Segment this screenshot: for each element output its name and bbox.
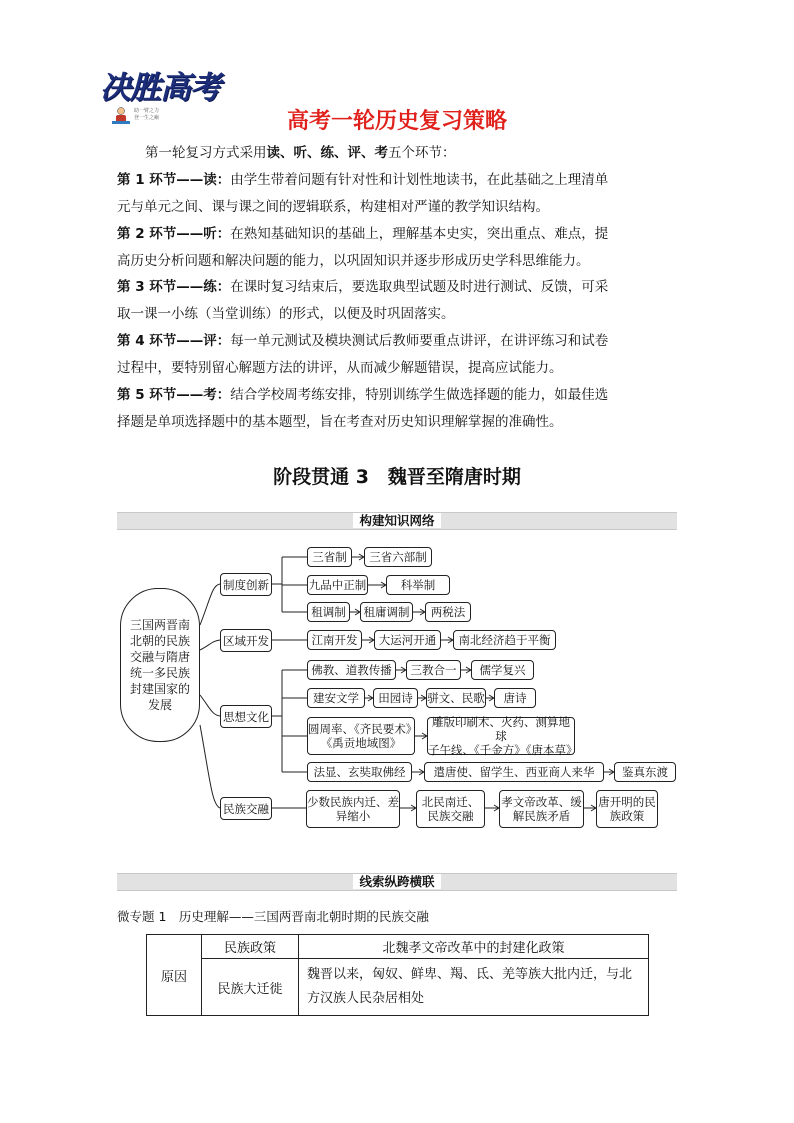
node-fodao: 佛教、道教传播 [307,660,396,680]
node-keju: 科举制 [386,575,450,595]
table-row [147,959,649,1016]
step-5: 第 5 环节——考：结合学校周考练安排，特别训练学生做选择题的能力，如最佳选 择题是单项选择题中的基本题型，旨在考查对历史知识理解掌握的准确性。 [117,387,609,430]
node-jiangnan: 江南开发 [307,630,362,650]
table-row [147,935,649,959]
step-label: 第 3 环节——练： [117,279,231,295]
step-label: 第 5 环节——考： [117,387,231,403]
node-sanjiao: 三教合一 [406,660,461,680]
node-liangshui: 两税法 [425,602,471,622]
node-beimin: 北民南迁、民族交融 [416,790,485,828]
logo-tagline: 助一臂之力 登一生之巅 [134,108,160,121]
node-faxian: 法显、玄奘取佛经 [307,762,412,782]
node-tangshi: 唐诗 [494,688,536,708]
step-2: 第 2 环节——听：在熟知基础知识的基础上，理解基本史实，突出重点、难点，提 高历史分析问题和解决问题的能力，以巩固知识并逐步形成历史学科思维能力。 [117,226,609,269]
node-jiupin: 九品中正制 [307,575,368,595]
node-yunhe: 大运河开通 [374,630,441,650]
ethnic-policy-table [146,934,649,1016]
thread-connections-bar: 线索纵跨横联 [117,873,677,891]
step-1: 第 1 环节——读：由学生带着问题有针对性和计划性地读书，在此基础之上理清单 元与单元之间、课与课之间的逻辑联系，构建相对严谨的教学知识结构。 [117,172,609,215]
node-xiaowen: 孝文帝改革、缓解民族矛盾 [499,790,584,828]
node-ruxue: 儒学复兴 [471,660,534,680]
micro-topic-title: 微专题 1 历史理解——三国两晋南北朝时期的民族交融 [117,909,429,924]
node-tianyuan: 田园诗 [373,688,418,708]
branch-ethnic-integration: 民族交融 [220,797,272,820]
step-label: 第 1 环节——读： [117,172,231,188]
branch-thought-culture: 思想文化 [220,705,272,728]
logo-text: 决胜高考 [100,70,220,106]
table-cell-header-reform: 北魏孝文帝改革中的封建化政策 [299,935,649,959]
step-4: 第 4 环节——评：每一单元测试及模块测试后教师要重点讲评，在讲评练习和试卷 过程中，要特别留心解题方法的讲评，从而减少解题错误，提高应试能力。 [117,333,609,376]
step-3: 第 3 环节——练：在课时复习结束后，要选取典型试题及时进行测试、反馈，可采 取一课一小练（当堂训练）的形式，以便及时巩固落实。 [117,279,609,322]
node-tang-policy: 唐开明的民族政策 [596,790,658,828]
node-jianan: 建安文学 [307,688,365,708]
branch-institutional-innovation: 制度创新 [220,573,272,596]
step-label: 第 4 环节——评： [117,333,231,349]
document-title: 高考一轮历史复习策略 [286,109,507,134]
intro-paragraph: 第一轮复习方式采用读、听、练、评、考五个环节： [145,145,456,161]
node-keji-tang: 雕版印刷术、火药、测算地球 子午线、《千金方》《唐本草》 [428,715,578,757]
table-cell-header-policy: 民族政策 [202,935,299,959]
node-sansheng-liubu: 三省六部制 [364,547,432,567]
node-sansheng: 三省制 [307,547,352,567]
table-cell-reason: 原因 [147,935,202,1016]
node-zudiao: 租调制 [307,602,350,622]
node-qiantangshi: 遣唐使、留学生、西亚商人来华 [424,762,604,782]
node-zuyongdiao: 租庸调制 [360,602,413,622]
node-shaoshu: 少数民族内迁、差异缩小 [306,790,400,828]
branch-regional-development: 区域开发 [220,629,272,652]
knowledge-network-bar: 构建知识网络 [117,512,677,530]
table-cell-migration-detail: 魏晋以来，匈奴、鲜卑、羯、氐、羌等族大批内迁，与北方汉族人民杂居相处 [299,959,649,1016]
node-nanbei-balance: 南北经济趋于平衡 [453,630,556,650]
mindmap-root: 三国两晋南北朝的民族交融与隋唐统一多民族封建国家的发展 [120,588,200,742]
step-label: 第 2 环节——听： [117,226,231,242]
node-keji-early: 圆周率、《齐民要术》 《禹贡地域图》 [307,717,415,755]
table-cell-migration: 民族大迁徙 [202,959,299,1016]
section-title: 阶段贯通 3 魏晋至隋唐时期 [273,466,521,488]
node-jianzhen: 鉴真东渡 [614,762,676,782]
node-pianwen: 骈文、民歌 [426,688,486,708]
